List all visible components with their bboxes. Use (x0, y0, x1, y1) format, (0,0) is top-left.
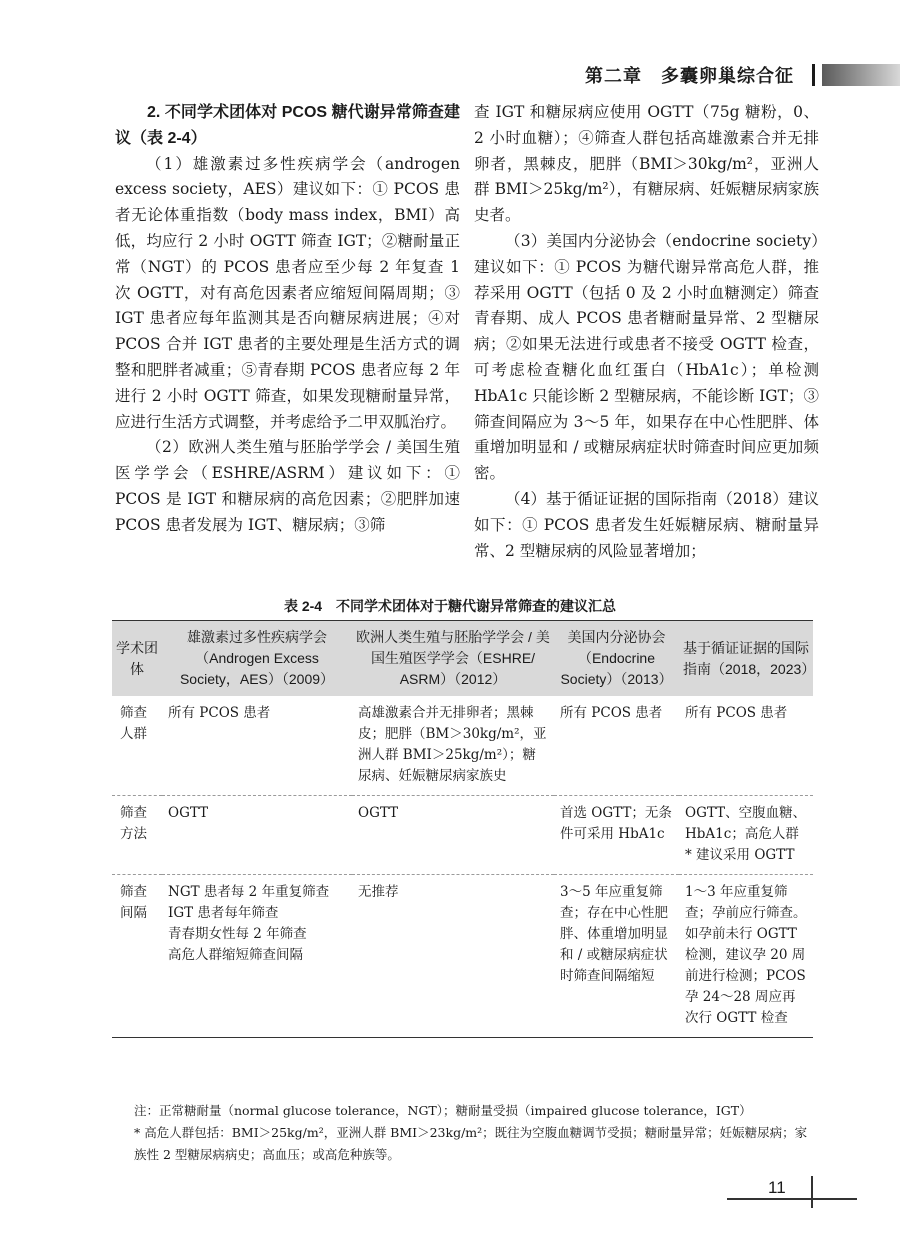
screening-table (112, 620, 816, 1038)
table-cell: 所有 PCOS 患者 (168, 705, 271, 721)
table-caption: 表 2-4 不同学术团体对于糖代谢异常筛查的建议汇总 (283, 598, 617, 614)
footer-tick (811, 1176, 813, 1208)
table-cell: NGT 患者每 2 年重复筛查 IGT 患者每年筛查 青春期女性每 2 年筛查 高危人群缩短筛查间隔 (162, 875, 352, 1038)
header-cell: 欧洲人类生殖与胚胎学学会 / 美国生殖医学学会（ESHRE/ ASRM）（2012） (352, 621, 554, 697)
header-cell: 基于循证证据的国际指南（2018，2023） (679, 621, 813, 697)
table-row (112, 875, 813, 1038)
right-column (474, 100, 819, 564)
paragraph-international: （4）基于循证证据的国际指南（2018）建议如下：① PCOS 患者发生妊娠糖尿病、糖耐量异常、2 型糖尿病的风险显著增加； (474, 489, 819, 560)
chapter-title: 第二章 多囊卵巢综合征 (585, 66, 794, 86)
table-notes (112, 1100, 816, 1166)
table-cell: OGTT (352, 796, 554, 875)
header-cell: 雄激素过多性疾病学会（Androgen Excess Society，AES）（2009） (162, 621, 352, 697)
header-cell: 美国内分泌协会（Endocrine Society）（2013） (554, 621, 679, 697)
row-label: 筛查间隔 (112, 875, 162, 1038)
table-cell: OGTT (162, 796, 352, 875)
table-cell: OGTT、空腹血糖、HbA1c；高危人群 * 建议采用 OGTT (679, 796, 813, 875)
header-cell: 学术团体 (112, 621, 162, 697)
table-cell: 首选 OGTT；无条件可采用 HbA1c (554, 796, 679, 875)
table-row (112, 796, 813, 875)
footer-rule (727, 1198, 857, 1200)
header-gradient-bar (822, 64, 900, 86)
table-cell: 所有 PCOS 患者 (685, 705, 788, 721)
header-separator (812, 64, 815, 86)
table-header-row (112, 621, 813, 697)
paragraph-eshre-continued: 查 IGT 和糖尿病应使用 OGTT（75g 糖粉，0、2 小时血糖）；④筛查人群包括高雄激素合并无排卵者，黑棘皮，肥胖（BMI＞30kg/m²，亚洲人群 BMI＞25kg/m²），有糖尿病、妊娠糖尿病家族史者。 (474, 103, 819, 225)
table-row (112, 696, 813, 796)
note-high-risk: * 高危人群包括：BMI＞25kg/m²，亚洲人群 BMI＞23kg/m²；既往为空腹血糖调节受损；糖耐量异常；妊娠糖尿病；家族性 2 型糖尿病病史；高血压；或高危种族等。 (134, 1125, 808, 1162)
table-cell: 3～5 年应重复筛查；存在中心性肥胖、体重增加明显和 / 或糖尿病症状时筛查间隔缩短 (554, 875, 679, 1038)
table-cell: 1～3 年应重复筛查；孕前应行筛查。如孕前未行 OGTT 检测，建议孕 20 周前进行检测；PCOS 孕 24～28 周应再次行 OGTT 检查 (679, 875, 813, 1038)
table-cell: 高雄激素合并无排卵者；黑棘皮；肥胖（BM＞30kg/m²，亚洲人群 BMI＞25kg/m²）；糖尿病、妊娠糖尿病家族史 (358, 705, 547, 784)
paragraph-endocrine: （3）美国内分泌协会（endocrine society）建议如下：① PCOS 为糖代谢异常高危人群，推荐采用 OGTT（包括 0 及 2 小时血糖测定）筛查青春期、成人 PCOS 患者糖耐量异常、2 型糖尿病；②如果无法进行或患者不接受 OGTT 检查，可考虑检查糖化血红蛋白（HbA1c）；单检测 HbA1c 只能诊断 2 型糖尿病，不能诊断 IGT；③筛查间隔应为 3～5 年，如果存在中心性肥胖、体重增加明显和 / 或糖尿病症状时筛查时间应更加频密。 (474, 231, 819, 483)
note-abbreviations: 注：正常糖耐量（normal glucose tolerance，NGT）；糖耐量受损（impaired glucose tolerance，IGT） (134, 1103, 752, 1118)
paragraph-eshre: （2）欧洲人类生殖与胚胎学学会 / 美国生殖医学学会（ESHRE/ASRM）建议如下：① PCOS 是 IGT 和糖尿病的高危因素；②肥胖加速 PCOS 患者发展为 IGT、糖尿病；③筛 (115, 438, 460, 534)
row-label: 筛查方法 (112, 796, 162, 875)
page-number: 11 (768, 1178, 786, 1197)
section-heading: 2. 不同学术团体对 PCOS 糖代谢异常筛查建议（表 2-4） (115, 104, 460, 147)
table-cell: 无推荐 (352, 875, 554, 1038)
left-column (115, 100, 460, 539)
table-cell: 所有 PCOS 患者 (560, 705, 663, 721)
row-label: 筛查人群 (120, 705, 147, 742)
paragraph-aes: （1）雄激素过多性疾病学会（androgen excess society，AES）建议如下：① PCOS 患者无论体重指数（body mass index，BMI）高低，均应行 2 小时 OGTT 筛查 IGT；②糖耐量正常（NGT）的 PCOS 患者应至少每 2 年复查 1 次 OGTT，对有高危因素者应缩短间隔周期；③ IGT 患者应每年监测其是否向糖尿病进展；④对 PCOS 合并 IGT 患者的主要处理是生活方式的调整和肥胖者减重；⑤青春期 PCOS 患者应每 2 年进行 2 小时 OGTT 筛查，如果发现糖耐量异常，应进行生活方式调整，并考虑给予二甲双胍治疗。 (115, 154, 460, 431)
